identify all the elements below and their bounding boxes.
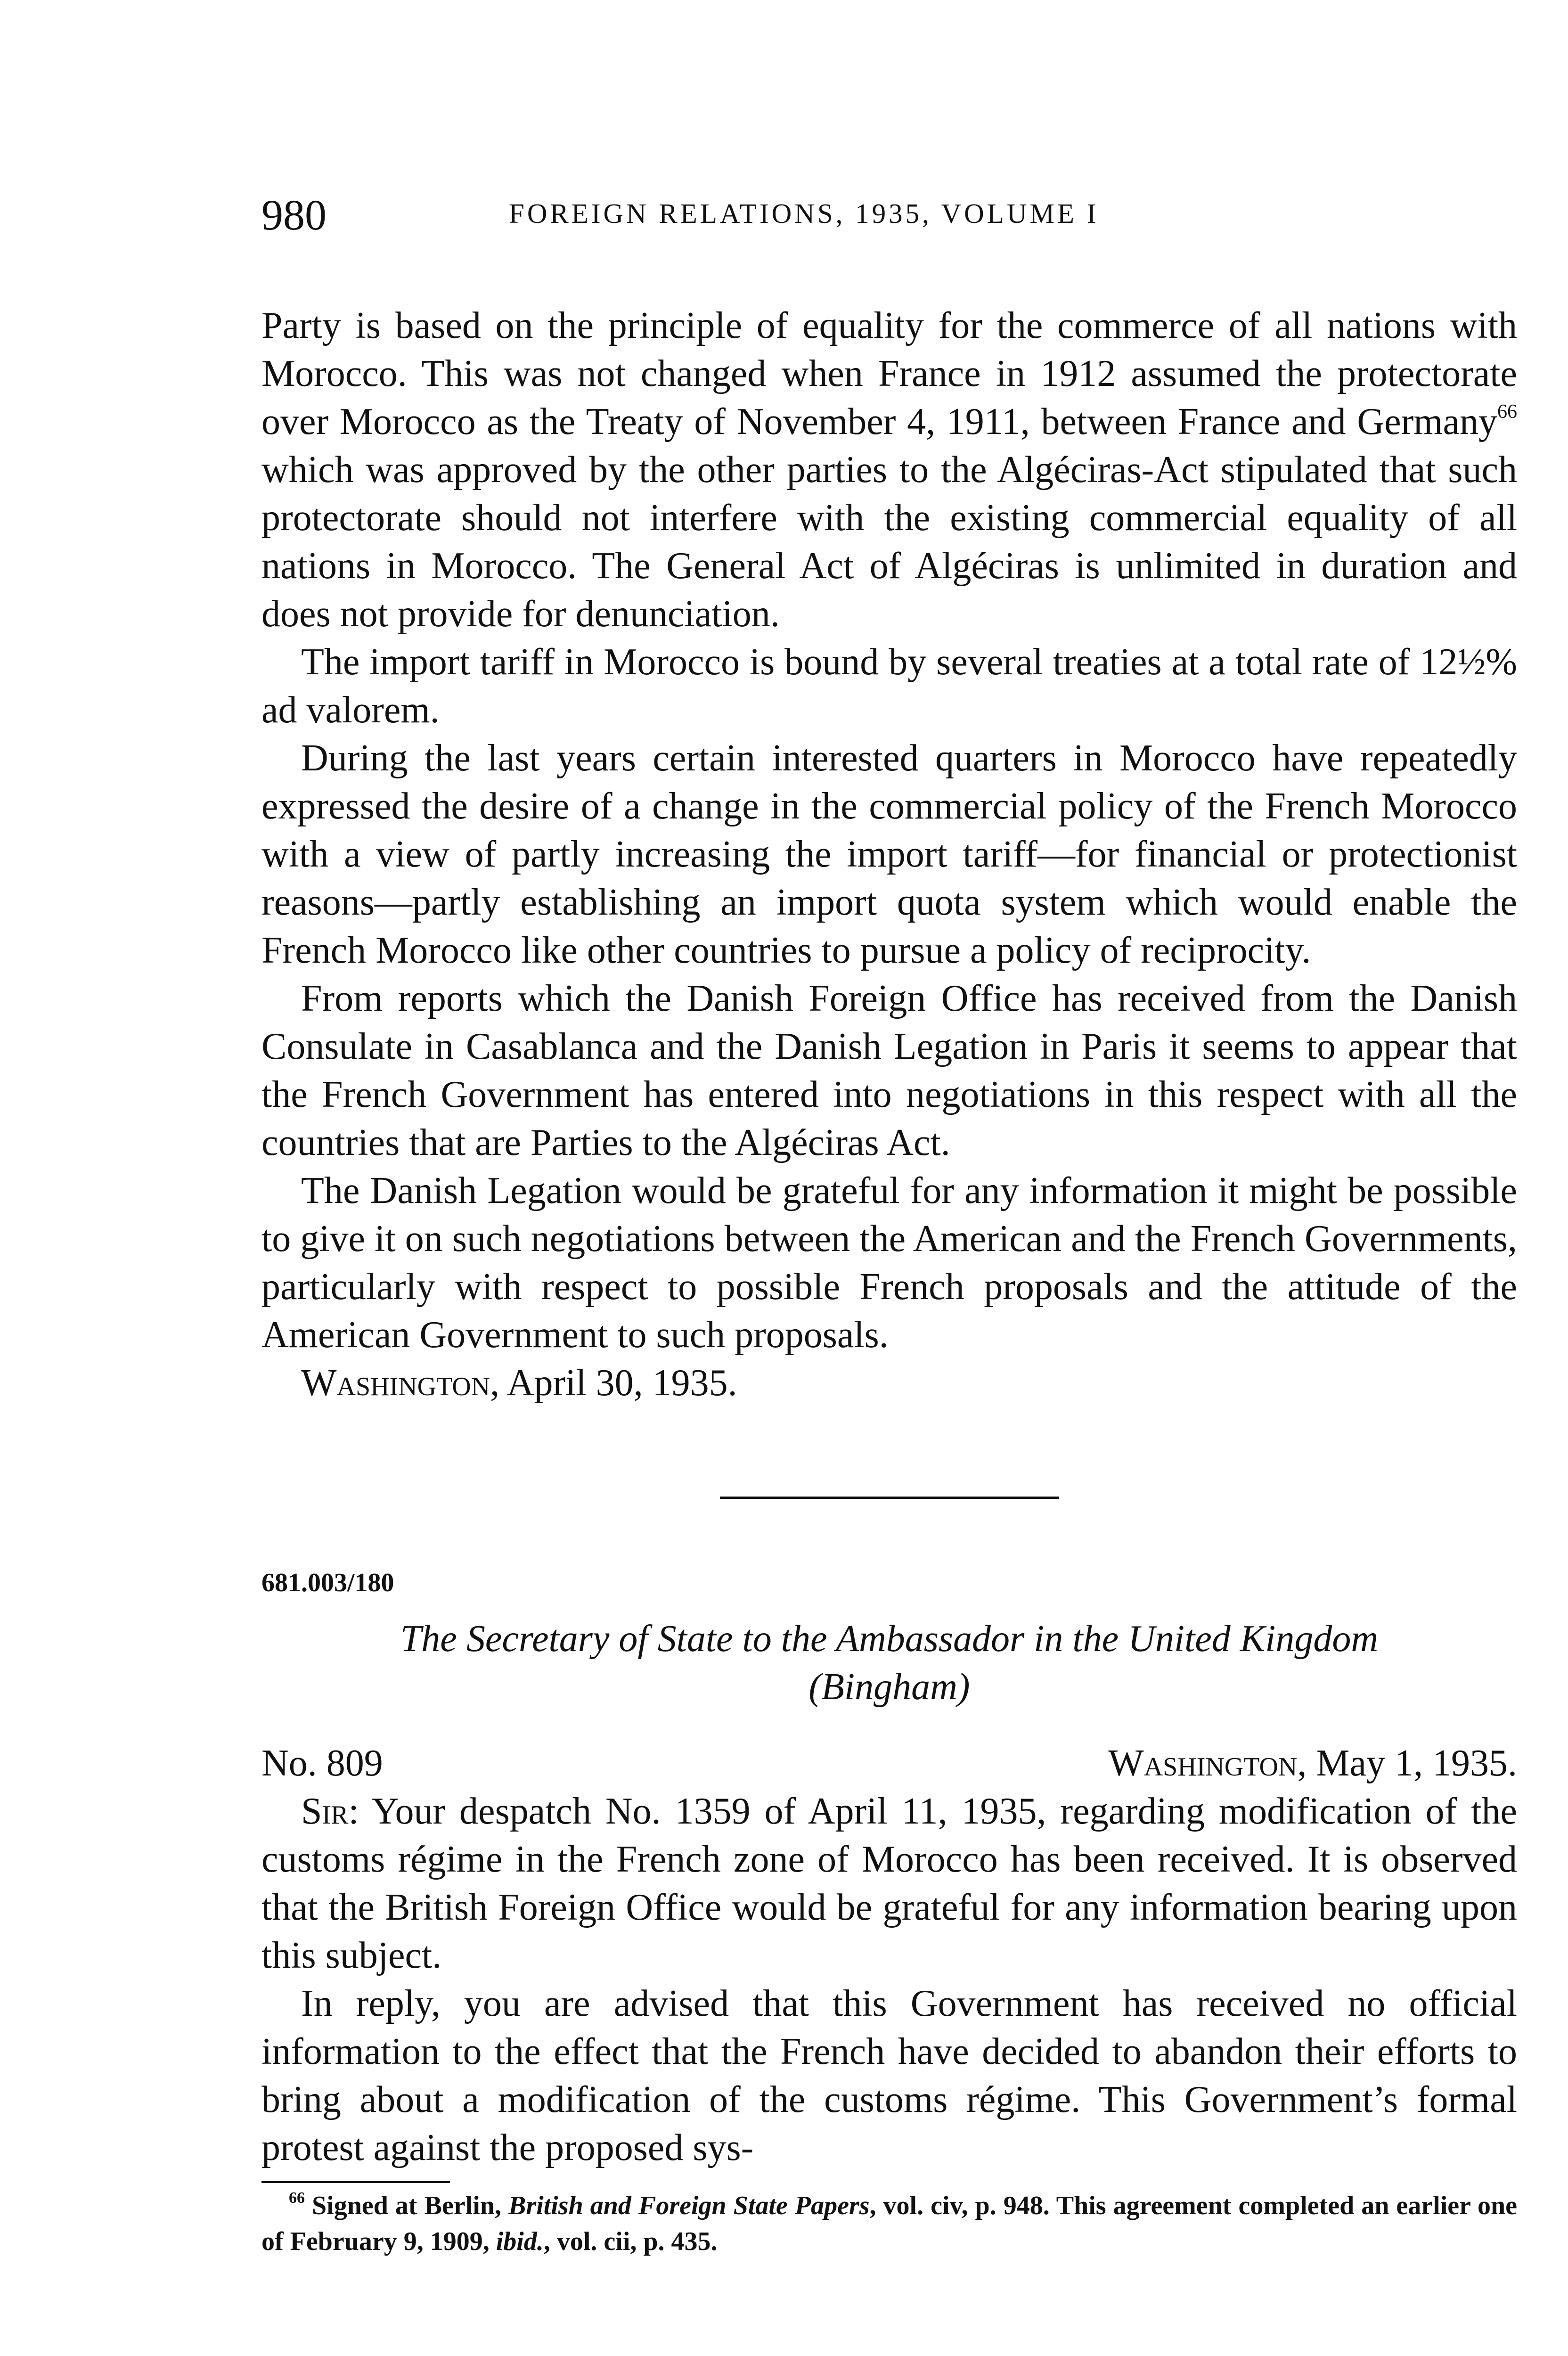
footnote-marker: 66 [289,2189,305,2207]
footnote-text-c: , vol. cii, p. 435. [543,2227,718,2256]
body-paragraph-5: The Danish Legation would be grateful for any information it might be possible to give it on such negotiations between the American and the French Governments, particularly with respect to possible French proposals and the attitude of the American Government to such proposals. [261,1170,1517,1356]
document-heading-line-2: (Bingham) [808,1666,970,1708]
document-date: , May 1, 1935. [1297,1742,1517,1784]
document-place: Washington [1108,1742,1298,1784]
footnote-ibid: ibid. [496,2227,544,2256]
document-dateline [1108,1739,1517,1787]
document-page [261,193,1517,2259]
paragraph-1-text-a: Party is based on the principle of equality for the commerce of all nations with Morocco. This was not changed when France in 1912 assumed the protectorate over Morocco as the Treaty of November 4, 1911, between France and Germany [261,305,1517,442]
letter-paragraph-1-text: : Your despatch No. 1359 of April 11, 1935, regarding modification of the customs régime in the French zone of Morocco has been received. It is observed that the British Foreign Office would be grateful for any information bearing upon this subject. [261,1791,1517,1976]
document-heading [261,1615,1517,1711]
footnote-text-b: , vol. civ, p. 948. This agreement completed an earlier one of February 9, 1909, [261,2191,1517,2256]
section-divider [720,1497,1059,1499]
running-head [261,193,1517,250]
document-number: No. 809 [261,1742,383,1784]
closing-date: , April 30, 1935. [490,1362,737,1404]
body-paragraph-2: The import tariff in Morocco is bound by several treaties at a total rate of 12½% ad valorem. [261,641,1517,731]
footnote-divider [261,2181,450,2183]
closing-dateline [261,1359,1517,1407]
footnote-text-a: Signed at Berlin, [305,2191,508,2220]
file-number: 681.003/180 [261,1568,394,1597]
footnote-66 [261,2188,1517,2259]
paragraph-1-text-b: which was approved by the other parties to the Algéciras-Act stipulated that such protectorate should not interfere with the existing commercial equality of all nations in Morocco. The General Act of Algéciras is unlimited in duration and does not provide for denunciation. [261,449,1517,635]
letter-paragraph-2: In reply, you are advised that this Government has received no official information to the effect that the French have decided to abandon their efforts to bring about a modification of the customs régime. This Government’s formal protest against the proposed sys- [261,1983,1517,2168]
page-number: 980 [261,191,327,239]
body-paragraph-4: From reports which the Danish Foreign Office has received from the Danish Consulate in Casablanca and the Danish Legation in Paris it seems to appear that the French Government has entered into negotiations in this respect with all the countries that are Parties to the Algéciras Act. [261,978,1517,1163]
body-paragraph-1 [261,302,1517,638]
running-title: FOREIGN RELATIONS, 1935, VOLUME I [509,198,1099,229]
document-meta-row [261,1739,1517,1787]
salutation: Sir [301,1791,349,1832]
document-heading-line-1: The Secretary of State to the Ambassador in the United Kingdom [400,1618,1379,1660]
footnote-reference-66: 66 [1497,401,1517,423]
footnote-source-title: British and Foreign State Papers [508,2191,870,2220]
closing-place: Washington [301,1362,490,1404]
letter-paragraph-1 [261,1787,1517,1980]
body-paragraph-3: During the last years certain interested quarters in Morocco have repeatedly expressed the desire of a change in the commercial policy of the French Morocco with a view of partly increasing the import tariff—for financial or protectionist reasons—partly establishing an import quota system which would enable the French Morocco like other countries to pursue a policy of reciprocity. [261,737,1517,971]
